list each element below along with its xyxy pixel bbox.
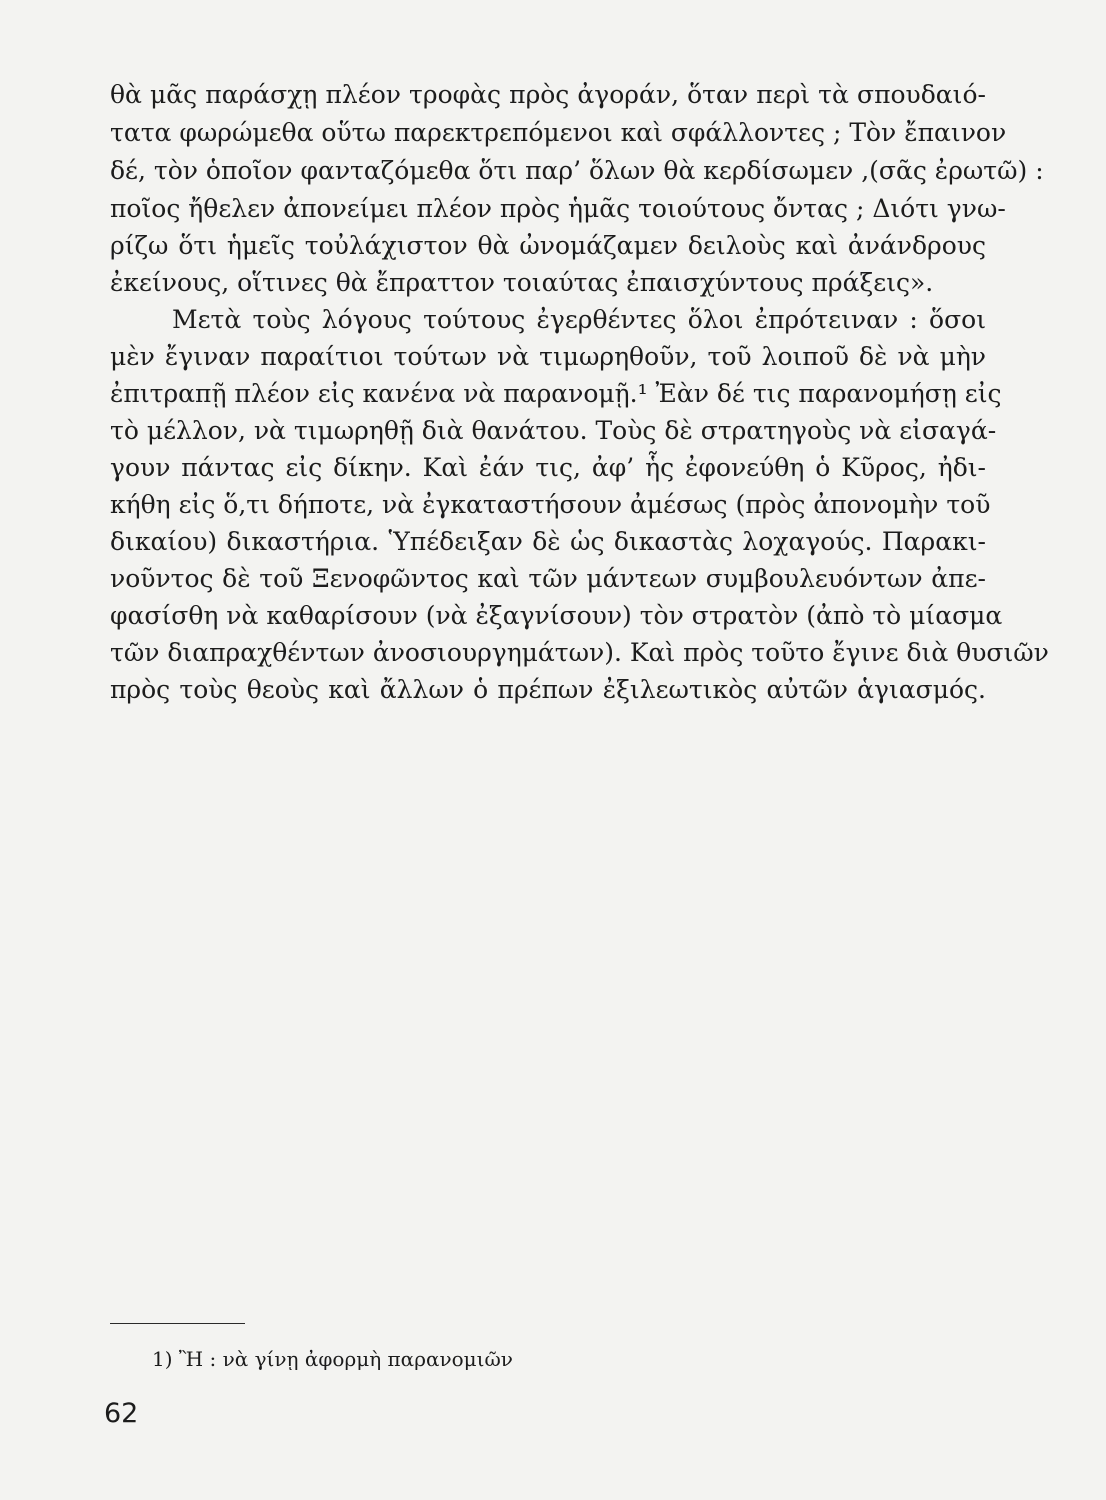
text-line: τῶν διαπραχθέντων ἀνοσιουργημάτων). Καὶ πρὸς τοῦτο ἔγινε διὰ θυσιῶν <box>110 638 1049 667</box>
text-line: ἐπιτραπῇ πλέον εἰς κανένα νὰ παρανομῇ.¹ Ἐὰν δέ τις παρανομήσῃ εἰς <box>110 379 1002 408</box>
text-line: ρίζω ὅτι ἡμεῖς τοὐλάχιστον θὰ ὠνομάζαμεν δειλοὺς καὶ ἀνάνδρους <box>110 231 986 260</box>
text-line: πρὸς τοὺς θεοὺς καὶ ἄλλων ὁ πρέπων ἐξιλεωτικὸς αὐτῶν ἁγιασμός. <box>110 675 986 704</box>
text-line: ποῖος ἤθελεν ἀπονείμει πλέον πρὸς ἡμᾶς τοιούτους ὄντας ; Διότι γνω- <box>110 194 1006 223</box>
text-line: μὲν ἔγιναν παραίτιοι τούτων νὰ τιμωρηθοῦν, τοῦ λοιποῦ δὲ νὰ μὴν <box>110 342 986 371</box>
text-line: ἐκείνους, οἵτινες θὰ ἔπραττον τοιαύτας ἐπαισχύντους πράξεις». <box>110 268 934 297</box>
page-number: 62 <box>104 1398 139 1429</box>
footnote-divider <box>110 1323 245 1324</box>
text-line: τὸ μέλλον, νὰ τιμωρηθῇ διὰ θανάτου. Τοὺς δὲ στρατηγοὺς νὰ εἰσαγά- <box>110 416 997 445</box>
text-line: νοῦντος δὲ τοῦ Ξενοφῶντος καὶ τῶν μάντεων συμβουλευόντων ἀπε- <box>110 564 986 593</box>
text-line: κήθη εἰς ὅ,τι δήποτε, νὰ ἐγκαταστήσουν ἀμέσως (πρὸς ἀπονομὴν τοῦ <box>110 490 991 519</box>
footnote: 1) Ἢ : νὰ γίνῃ ἀφορμὴ παρανομιῶν <box>152 1347 513 1371</box>
text-line: Μετὰ τοὺς λόγους τούτους ἐγερθέντες ὅλοι ἐπρότειναν : ὅσοι <box>172 305 986 334</box>
text-line: δέ, τὸν ὁποῖον φανταζόμεθα ὅτι παρ’ ὅλων θὰ κερδίσωμεν ,(σᾶς ἐρωτῶ) : <box>110 156 1044 185</box>
text-line: φασίσθη νὰ καθαρίσουν (νὰ ἐξαγνίσουν) τὸν στρατὸν (ἀπὸ τὸ μίασμα <box>110 601 1003 630</box>
text-line: δικαίου) δικαστήρια. Ὑπέδειξαν δὲ ὡς δικαστὰς λοχαγούς. Παρακι- <box>110 527 986 556</box>
text-line: γουν πάντας εἰς δίκην. Καὶ ἐάν τις, ἀφ’ ἧς ἐφονεύθη ὁ Κῦρος, ἠδι- <box>110 453 986 482</box>
text-line: θὰ μᾶς παράσχῃ πλέον τροφὰς πρὸς ἀγοράν, ὅταν περὶ τὰ σπουδαιό- <box>110 80 986 109</box>
text-line: τατα φωρώμεθα οὕτω παρεκτρεπόμενοι καὶ σφάλλοντες ; Τὸν ἔπαινον <box>110 118 1007 147</box>
